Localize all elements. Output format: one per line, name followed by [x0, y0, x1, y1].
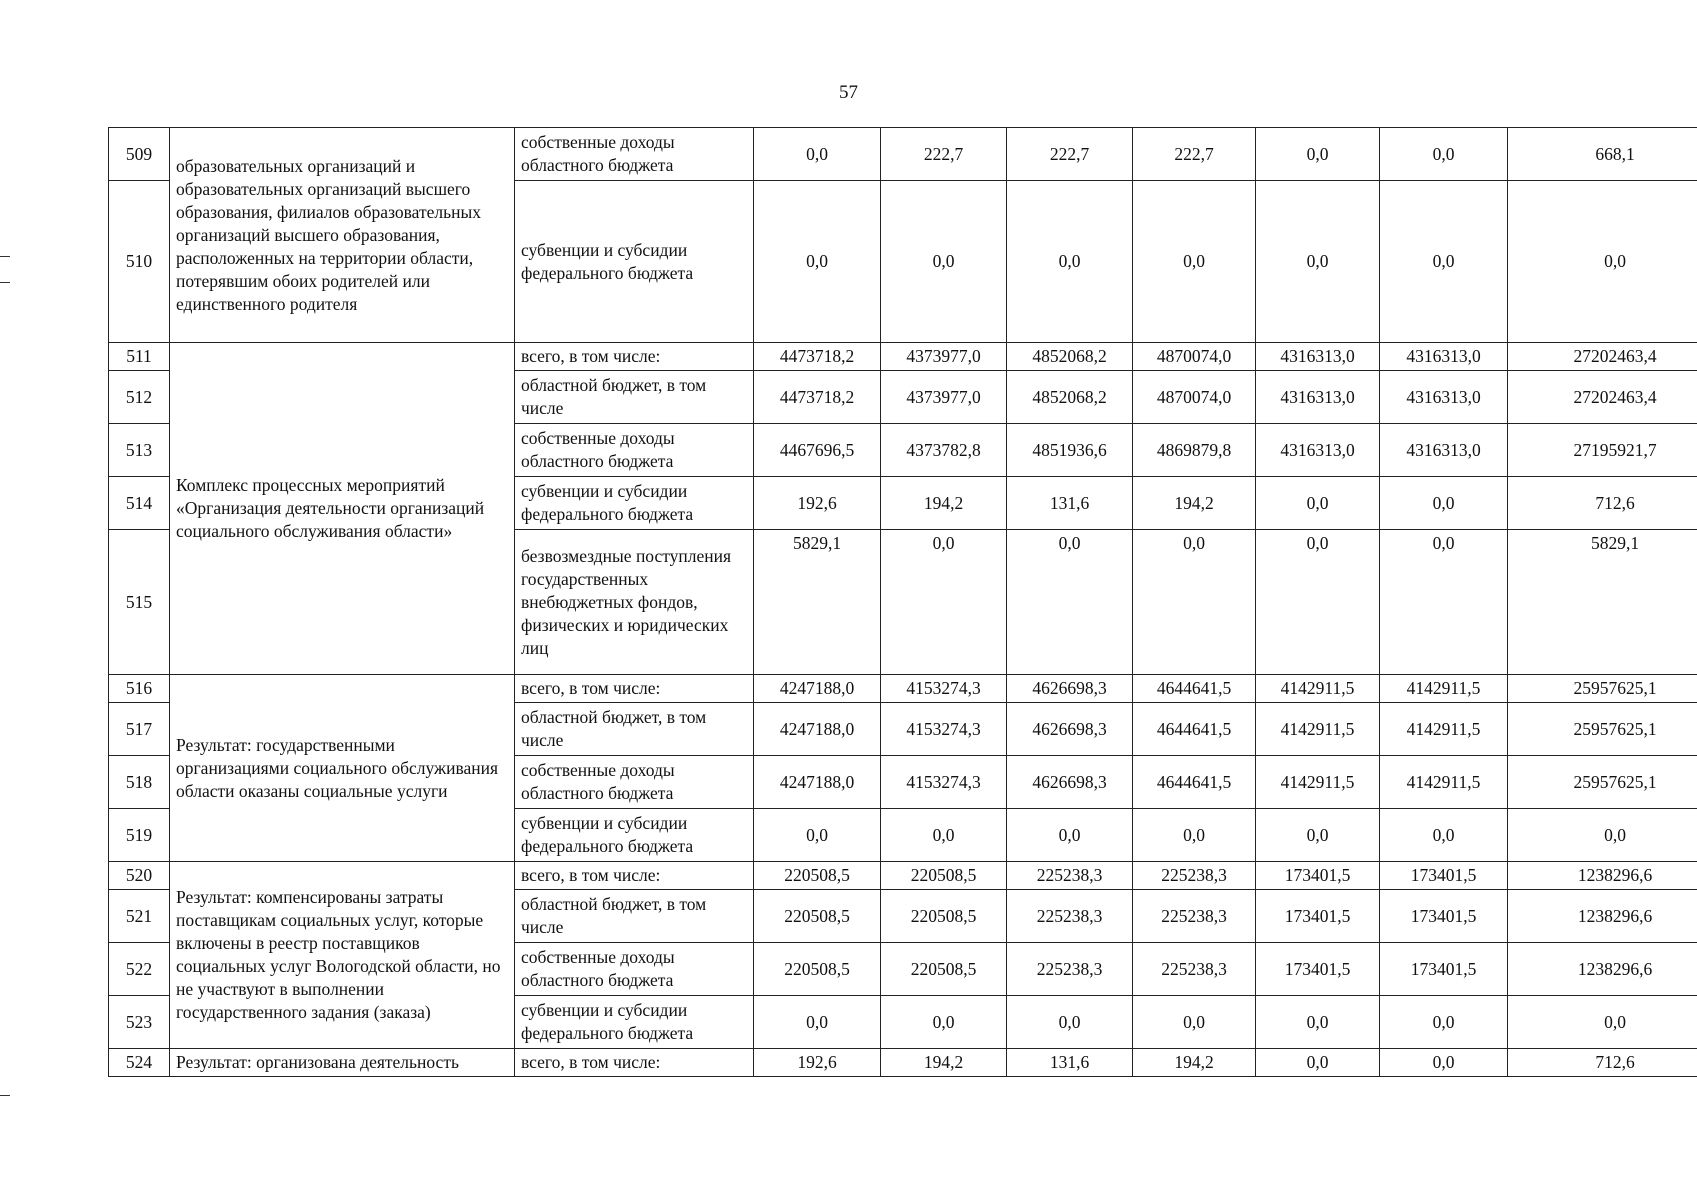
value-cell: 4316313,0: [1380, 424, 1508, 477]
value-cell: 0,0: [1380, 477, 1508, 530]
row-number: 514: [109, 477, 170, 530]
value-cell: 4142911,5: [1256, 703, 1380, 756]
activity-name: Результат: государственными организациями социального обслуживания области оказаны социальные услуги: [170, 675, 515, 862]
margin-tick: [0, 282, 10, 283]
funding-source: субвенции и субсидии федерального бюджета: [515, 477, 754, 530]
page-number: 57: [839, 82, 858, 103]
value-cell: 0,0: [1256, 530, 1380, 675]
funding-source: областной бюджет, в том числе: [515, 890, 754, 943]
value-cell: 4851936,6: [1007, 424, 1133, 477]
funding-source: областной бюджет, в том числе: [515, 703, 754, 756]
table-row: [109, 128, 1697, 181]
value-cell: 4247188,0: [754, 756, 881, 809]
row-number: 511: [109, 343, 170, 371]
activity-name: Комплекс процессных мероприятий «Организация деятельности организаций социального обслуживания области»: [170, 343, 515, 675]
row-number: 515: [109, 530, 170, 675]
table-row: [109, 1049, 1697, 1077]
value-cell: 4852068,2: [1007, 371, 1133, 424]
value-cell: 194,2: [1133, 1049, 1256, 1077]
total-cell: 668,1: [1508, 128, 1697, 181]
value-cell: 4316313,0: [1256, 343, 1380, 371]
value-cell: 4153274,3: [881, 756, 1007, 809]
row-number: 516: [109, 675, 170, 703]
total-cell: 0,0: [1508, 996, 1697, 1049]
row-number: 517: [109, 703, 170, 756]
value-cell: 0,0: [1256, 477, 1380, 530]
row-number: 522: [109, 943, 170, 996]
table-row: [109, 862, 1697, 890]
row-number: 509: [109, 128, 170, 181]
value-cell: 4644641,5: [1133, 756, 1256, 809]
value-cell: 4316313,0: [1256, 371, 1380, 424]
value-cell: 4870074,0: [1133, 371, 1256, 424]
value-cell: 225238,3: [1133, 890, 1256, 943]
value-cell: 0,0: [1256, 128, 1380, 181]
value-cell: 4247188,0: [754, 675, 881, 703]
total-cell: 712,6: [1508, 477, 1697, 530]
row-number: 512: [109, 371, 170, 424]
value-cell: 4373782,8: [881, 424, 1007, 477]
total-cell: 25957625,1: [1508, 756, 1697, 809]
total-cell: 0,0: [1508, 809, 1697, 862]
funding-source: субвенции и субсидии федерального бюджета: [515, 996, 754, 1049]
value-cell: 194,2: [881, 477, 1007, 530]
total-cell: 27202463,4: [1508, 343, 1697, 371]
value-cell: 131,6: [1007, 1049, 1133, 1077]
value-cell: 0,0: [1380, 809, 1508, 862]
value-cell: 0,0: [1380, 181, 1508, 343]
value-cell: 173401,5: [1256, 890, 1380, 943]
value-cell: 0,0: [1256, 996, 1380, 1049]
value-cell: 220508,5: [754, 890, 881, 943]
value-cell: 4626698,3: [1007, 703, 1133, 756]
value-cell: 0,0: [1256, 809, 1380, 862]
funding-source: всего, в том числе:: [515, 343, 754, 371]
funding-source: всего, в том числе:: [515, 675, 754, 703]
value-cell: 0,0: [1007, 181, 1133, 343]
total-cell: 1238296,6: [1508, 890, 1697, 943]
value-cell: 0,0: [754, 809, 881, 862]
funding-source: всего, в том числе:: [515, 862, 754, 890]
value-cell: 4467696,5: [754, 424, 881, 477]
activity-name: Результат: организована деятельность: [170, 1049, 515, 1077]
margin-tick: [0, 1095, 10, 1096]
funding-source: собственные доходы областного бюджета: [515, 756, 754, 809]
value-cell: 5829,1: [754, 530, 881, 675]
value-cell: 0,0: [881, 181, 1007, 343]
value-cell: 225238,3: [1007, 862, 1133, 890]
total-cell: 5829,1: [1508, 530, 1697, 675]
value-cell: 222,7: [1007, 128, 1133, 181]
funding-source: собственные доходы областного бюджета: [515, 424, 754, 477]
funding-source: собственные доходы областного бюджета: [515, 128, 754, 181]
row-number: 513: [109, 424, 170, 477]
value-cell: 4142911,5: [1256, 675, 1380, 703]
value-cell: 220508,5: [881, 862, 1007, 890]
funding-source: субвенции и субсидии федерального бюджета: [515, 809, 754, 862]
value-cell: 0,0: [1380, 128, 1508, 181]
value-cell: 173401,5: [1380, 890, 1508, 943]
value-cell: 222,7: [1133, 128, 1256, 181]
value-cell: 0,0: [1007, 809, 1133, 862]
value-cell: 0,0: [754, 181, 881, 343]
value-cell: 0,0: [1133, 809, 1256, 862]
value-cell: 0,0: [881, 996, 1007, 1049]
value-cell: 194,2: [881, 1049, 1007, 1077]
total-cell: 0,0: [1508, 181, 1697, 343]
value-cell: 220508,5: [881, 890, 1007, 943]
value-cell: 220508,5: [754, 862, 881, 890]
value-cell: 225238,3: [1133, 943, 1256, 996]
value-cell: 4473718,2: [754, 371, 881, 424]
value-cell: 194,2: [1133, 477, 1256, 530]
value-cell: 192,6: [754, 477, 881, 530]
value-cell: 4153274,3: [881, 675, 1007, 703]
value-cell: 4142911,5: [1256, 756, 1380, 809]
value-cell: 0,0: [1133, 530, 1256, 675]
value-cell: 4316313,0: [1380, 371, 1508, 424]
row-number: 523: [109, 996, 170, 1049]
value-cell: 192,6: [754, 1049, 881, 1077]
table-row: [109, 675, 1697, 703]
value-cell: 4626698,3: [1007, 756, 1133, 809]
row-number: 510: [109, 181, 170, 343]
value-cell: 0,0: [1380, 996, 1508, 1049]
value-cell: 4626698,3: [1007, 675, 1133, 703]
value-cell: 0,0: [1007, 996, 1133, 1049]
value-cell: 225238,3: [1133, 862, 1256, 890]
value-cell: 4316313,0: [1380, 343, 1508, 371]
row-number: 518: [109, 756, 170, 809]
activity-name: Результат: компенсированы затраты поставщикам социальных услуг, которые включены в реестр поставщиков социальных услуг Вологодской области, но не участвуют в выполнении государственного задания (заказа): [170, 862, 515, 1049]
value-cell: 0,0: [1380, 530, 1508, 675]
total-cell: 1238296,6: [1508, 943, 1697, 996]
funding-source: субвенции и субсидии федерального бюджета: [515, 181, 754, 343]
value-cell: 173401,5: [1256, 943, 1380, 996]
row-number: 524: [109, 1049, 170, 1077]
value-cell: 0,0: [754, 996, 881, 1049]
value-cell: 222,7: [881, 128, 1007, 181]
table-row: [109, 343, 1697, 371]
value-cell: 4869879,8: [1133, 424, 1256, 477]
value-cell: 173401,5: [1380, 943, 1508, 996]
value-cell: 4644641,5: [1133, 703, 1256, 756]
total-cell: 712,6: [1508, 1049, 1697, 1077]
funding-source: областной бюджет, в том числе: [515, 371, 754, 424]
value-cell: 0,0: [1256, 1049, 1380, 1077]
total-cell: 27195921,7: [1508, 424, 1697, 477]
value-cell: 0,0: [1256, 181, 1380, 343]
value-cell: 4644641,5: [1133, 675, 1256, 703]
value-cell: 0,0: [754, 128, 881, 181]
value-cell: 0,0: [1380, 1049, 1508, 1077]
value-cell: 4153274,3: [881, 703, 1007, 756]
row-number: 520: [109, 862, 170, 890]
activity-name: образовательных организаций и образовательных организаций высшего образования, филиалов образовательных организаций высшего образования, расположенных на территории области, потерявшим обоих родителей или единственного родителя: [170, 128, 515, 343]
total-cell: 1238296,6: [1508, 862, 1697, 890]
value-cell: 4142911,5: [1380, 703, 1508, 756]
value-cell: 0,0: [1007, 530, 1133, 675]
value-cell: 4316313,0: [1256, 424, 1380, 477]
margin-tick: [0, 256, 10, 257]
value-cell: 0,0: [881, 530, 1007, 675]
funding-source: собственные доходы областного бюджета: [515, 943, 754, 996]
value-cell: 4870074,0: [1133, 343, 1256, 371]
funding-source: безвозмездные поступления государственных внебюджетных фондов, физических и юридических лиц: [515, 530, 754, 675]
value-cell: 4247188,0: [754, 703, 881, 756]
row-number: 519: [109, 809, 170, 862]
value-cell: 173401,5: [1380, 862, 1508, 890]
value-cell: 225238,3: [1007, 890, 1133, 943]
value-cell: 131,6: [1007, 477, 1133, 530]
budget-table: [108, 127, 1697, 1077]
total-cell: 25957625,1: [1508, 703, 1697, 756]
value-cell: 173401,5: [1256, 862, 1380, 890]
value-cell: 220508,5: [881, 943, 1007, 996]
value-cell: 225238,3: [1007, 943, 1133, 996]
value-cell: 220508,5: [754, 943, 881, 996]
value-cell: 4373977,0: [881, 371, 1007, 424]
value-cell: 4473718,2: [754, 343, 881, 371]
funding-source: всего, в том числе:: [515, 1049, 754, 1077]
row-number: 521: [109, 890, 170, 943]
value-cell: 4852068,2: [1007, 343, 1133, 371]
value-cell: 0,0: [1133, 996, 1256, 1049]
total-cell: 25957625,1: [1508, 675, 1697, 703]
total-cell: 27202463,4: [1508, 371, 1697, 424]
value-cell: 0,0: [1133, 181, 1256, 343]
value-cell: 0,0: [881, 809, 1007, 862]
value-cell: 4142911,5: [1380, 756, 1508, 809]
value-cell: 4373977,0: [881, 343, 1007, 371]
value-cell: 4142911,5: [1380, 675, 1508, 703]
